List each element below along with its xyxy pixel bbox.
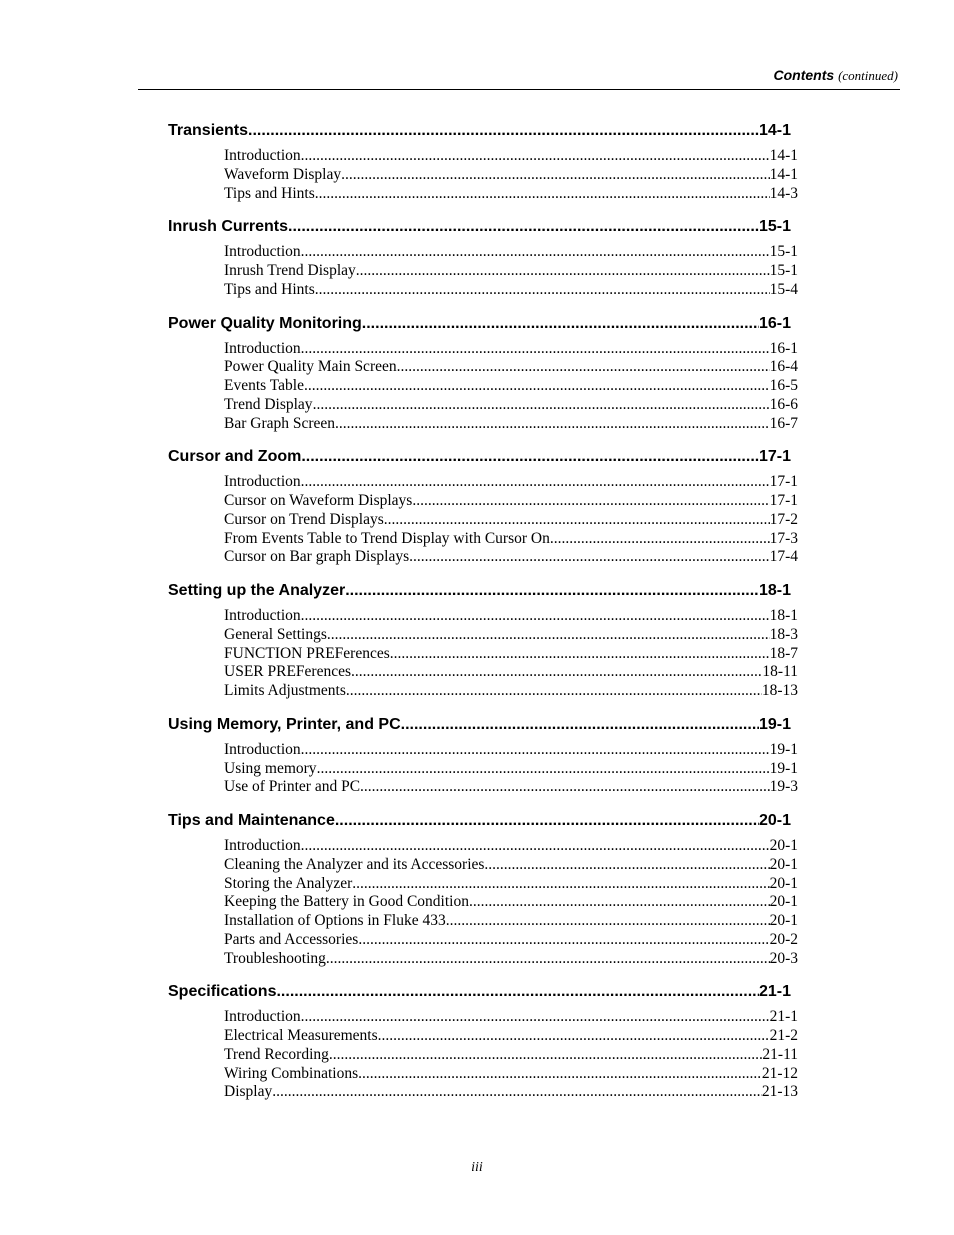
toc-entry[interactable] [224,473,798,492]
toc-entry-list [224,1008,798,1102]
chapter-page-number: 17-1 [758,448,791,466]
dot-leader [351,663,762,682]
entry-title: Cursor on Trend Displays [224,510,384,528]
entry-page-number: 15-1 [769,262,798,279]
toc-entry[interactable] [224,778,798,797]
entry-page-number: 21-12 [761,1064,798,1082]
toc-entry[interactable] [224,1065,798,1084]
toc-entry[interactable] [224,856,798,875]
entry-page-number: 18-7 [769,644,798,662]
entry-title: Trend Recording [224,1045,329,1063]
entry-title: Parts and Accessories [224,930,359,948]
dot-leader [301,147,770,166]
toc-chapter [168,119,798,203]
entry-page-number: 19-1 [769,759,798,777]
toc-entry[interactable] [224,741,798,760]
dot-leader [360,778,770,797]
dot-leader [301,1008,770,1027]
entry-page-number: 15-4 [769,280,798,298]
toc-entry-list [224,147,798,203]
chapter-title: Tips and Maintenance [168,812,335,829]
toc-entry[interactable] [224,358,798,377]
toc-chapter-heading[interactable] [168,445,791,468]
dot-leader [345,579,759,602]
toc-entry[interactable] [224,912,798,931]
entry-title: Display [224,1083,273,1101]
toc-entry[interactable] [224,950,798,969]
dot-leader [317,760,770,779]
toc-entry[interactable] [224,147,798,166]
dot-leader [301,607,770,626]
chapter-title: Specifications [168,983,277,1001]
header-rule [138,89,900,90]
entry-title: Cleaning the Analyzer and its Accessories [224,855,485,873]
dot-leader [288,215,759,238]
dot-leader [335,415,770,434]
entry-page-number: 20-1 [769,893,798,911]
dot-leader [327,626,770,645]
entry-page-number: 21-13 [761,1083,798,1101]
entry-title: Bar Graph Screen [224,414,336,432]
dot-leader [248,119,759,142]
entry-title: Introduction [224,243,301,261]
entry-title: Installation of Options in Fluke 433 [224,912,446,929]
toc-entry[interactable] [224,626,798,645]
entry-page-number: 20-3 [769,949,798,967]
toc-entry[interactable] [224,663,798,682]
entry-page-number: 14-1 [769,165,798,183]
toc-entry[interactable] [224,548,798,567]
chapter-title: Setting up the Analyzer [168,582,346,599]
toc-chapter-heading[interactable] [168,809,791,832]
entry-title: Wiring Combinations [224,1064,359,1082]
entry-title: From Events Table to Trend Display with Cursor On. [224,529,554,547]
toc-entry[interactable] [224,931,798,950]
entry-page-number: 19-3 [769,778,798,796]
toc-entry[interactable] [224,1027,798,1046]
entry-page-number: 17-1 [769,492,798,509]
running-header-title: Contents [773,67,835,83]
dot-leader [554,530,770,549]
entry-title: Introduction [224,339,301,357]
toc-entry-list [224,473,798,567]
running-header [774,67,898,84]
entry-title: Keeping the Battery in Good Condition [224,893,469,911]
toc-entry[interactable] [224,645,798,664]
entry-page-number: 18-13 [761,682,798,699]
chapter-title: Power Quality Monitoring [168,314,362,332]
entry-title: Introduction [224,607,301,624]
dot-leader [301,837,770,856]
toc-entry[interactable] [224,682,798,701]
chapter-title: Cursor and Zoom [168,448,302,466]
entry-title: Events Table [224,377,304,394]
dot-leader [315,185,770,204]
entry-page-number: 14-1 [769,147,798,164]
entry-title: Power Quality Main Screen [224,358,397,376]
toc-entry[interactable] [224,1046,798,1065]
toc-entry-list [224,741,798,797]
dot-leader [329,1046,763,1065]
toc-entry[interactable] [224,875,798,894]
toc-entry-list [224,837,798,968]
entry-title: Introduction [224,473,301,491]
toc-entry[interactable] [224,377,798,396]
dot-leader [401,713,759,736]
chapter-page-number: 16-1 [758,314,791,332]
chapter-title: Transients [168,122,249,139]
entry-page-number: 16-7 [769,414,798,432]
dot-leader [378,1027,770,1046]
toc-entry[interactable] [224,492,798,511]
chapter-page-number: 18-1 [758,582,791,599]
toc-chapter-heading[interactable] [168,312,791,335]
entry-page-number: 16-5 [769,377,798,394]
toc-entry[interactable] [224,281,798,300]
dot-leader [301,741,770,760]
entry-title: Introduction [224,837,301,854]
entry-title: Cursor on Waveform Displays [224,492,413,509]
dot-leader [341,166,769,185]
entry-page-number: 16-6 [769,395,798,413]
entry-page-number: 17-3 [769,529,798,547]
toc-chapter [168,579,798,701]
entry-page-number: 20-1 [769,837,798,854]
dot-leader [412,492,769,511]
toc-chapter-heading[interactable] [168,980,791,1003]
toc-entry[interactable] [224,340,798,359]
entry-page-number: 17-2 [769,510,798,528]
entry-page-number: 17-4 [769,548,798,566]
dot-leader [301,473,770,492]
dot-leader [276,980,758,1003]
toc-entry[interactable] [224,837,798,856]
toc-chapter [168,312,798,434]
dot-leader [356,262,770,281]
toc-entry[interactable] [224,530,798,549]
entry-page-number: 16-1 [769,339,798,357]
entry-page-number: 20-1 [769,874,798,892]
chapter-page-number: 14-1 [758,122,791,139]
toc-entry[interactable] [224,607,798,626]
table-of-contents [168,119,798,1114]
dot-leader [484,856,769,875]
entry-title: Introduction [224,147,301,164]
dot-leader [390,645,770,664]
running-header-continued: (continued) [838,68,898,83]
dot-leader [313,396,770,415]
entry-title: Introduction [224,740,301,758]
entry-page-number: 19-1 [769,740,798,758]
entry-page-number: 16-4 [769,358,798,376]
dot-leader [352,875,769,894]
dot-leader [335,809,759,832]
toc-entry-list [224,340,798,434]
entry-title: Cursor on Bar graph Displays [224,548,410,566]
toc-chapter [168,809,798,968]
toc-entry-list [224,607,798,701]
entry-title: Storing the Analyzer [224,874,353,892]
entry-page-number: 18-11 [762,663,798,681]
toc-entry[interactable] [224,415,798,434]
dot-leader [304,377,770,396]
chapter-page-number: 21-1 [758,983,791,1001]
toc-entry[interactable] [224,243,798,262]
entry-title: FUNCTION PREFerences [224,644,390,662]
entry-page-number: 18-3 [769,625,798,643]
dot-leader [301,340,770,359]
chapter-page-number: 15-1 [758,218,791,236]
chapter-title: Using Memory, Printer, and PC [168,715,401,733]
entry-page-number: 20-1 [769,855,798,873]
page-number: iii [471,1160,483,1175]
entry-title: Using memory [224,759,317,777]
dot-leader [272,1083,762,1102]
toc-entry-list [224,243,798,299]
dot-leader [301,243,770,262]
entry-page-number: 20-1 [769,912,798,929]
toc-entry[interactable] [224,511,798,530]
entry-page-number: 21-11 [762,1045,798,1063]
entry-title: USER PREFerences [224,663,352,681]
entry-title: Electrical Measurements [224,1027,378,1044]
toc-entry[interactable] [224,760,798,779]
entry-title: Tips and Hints [224,184,315,202]
entry-title: Introduction [224,1008,301,1026]
entry-title: Use of Printer and PC [224,778,361,796]
dot-leader [326,950,770,969]
entry-page-number: 14-3 [769,184,798,202]
entry-page-number: 17-1 [769,473,798,491]
dot-leader [362,312,759,335]
entry-title: General Settings [224,625,327,643]
dot-leader [301,445,759,468]
toc-chapter [168,215,798,299]
dot-leader [315,281,770,300]
entry-page-number: 21-1 [769,1008,798,1026]
toc-chapter-heading[interactable] [168,713,791,736]
dot-leader [469,893,770,912]
entry-title: Waveform Display [224,165,342,183]
dot-leader [397,358,770,377]
entry-title: Limits Adjustments [224,682,346,699]
dot-leader [358,931,769,950]
entry-title: Inrush Trend Display [224,262,356,279]
entry-title: Tips and Hints [224,280,315,298]
toc-chapter-heading[interactable] [168,579,791,602]
dot-leader [409,548,769,567]
toc-entry[interactable] [224,1083,798,1102]
toc-chapter-heading[interactable] [168,215,791,238]
chapter-page-number: 20-1 [758,812,791,829]
chapter-title: Inrush Currents [168,218,289,236]
dot-leader [384,511,770,530]
toc-entry[interactable] [224,893,798,912]
dot-leader [358,1065,762,1084]
toc-chapter [168,980,798,1102]
toc-entry[interactable] [224,166,798,185]
toc-chapter [168,445,798,567]
toc-chapter-heading[interactable] [168,119,791,142]
toc-entry[interactable] [224,396,798,415]
entry-title: Troubleshooting [224,949,326,967]
toc-entry[interactable] [224,262,798,281]
toc-entry[interactable] [224,185,798,204]
toc-chapter [168,713,798,797]
entry-page-number: 18-1 [769,607,798,624]
entry-page-number: 15-1 [769,243,798,261]
dot-leader [446,912,770,931]
chapter-page-number: 19-1 [758,715,791,733]
dot-leader [346,682,762,701]
entry-page-number: 20-2 [769,930,798,948]
entry-title: Trend Display [224,395,313,413]
entry-page-number: 21-2 [769,1027,798,1044]
toc-entry[interactable] [224,1008,798,1027]
